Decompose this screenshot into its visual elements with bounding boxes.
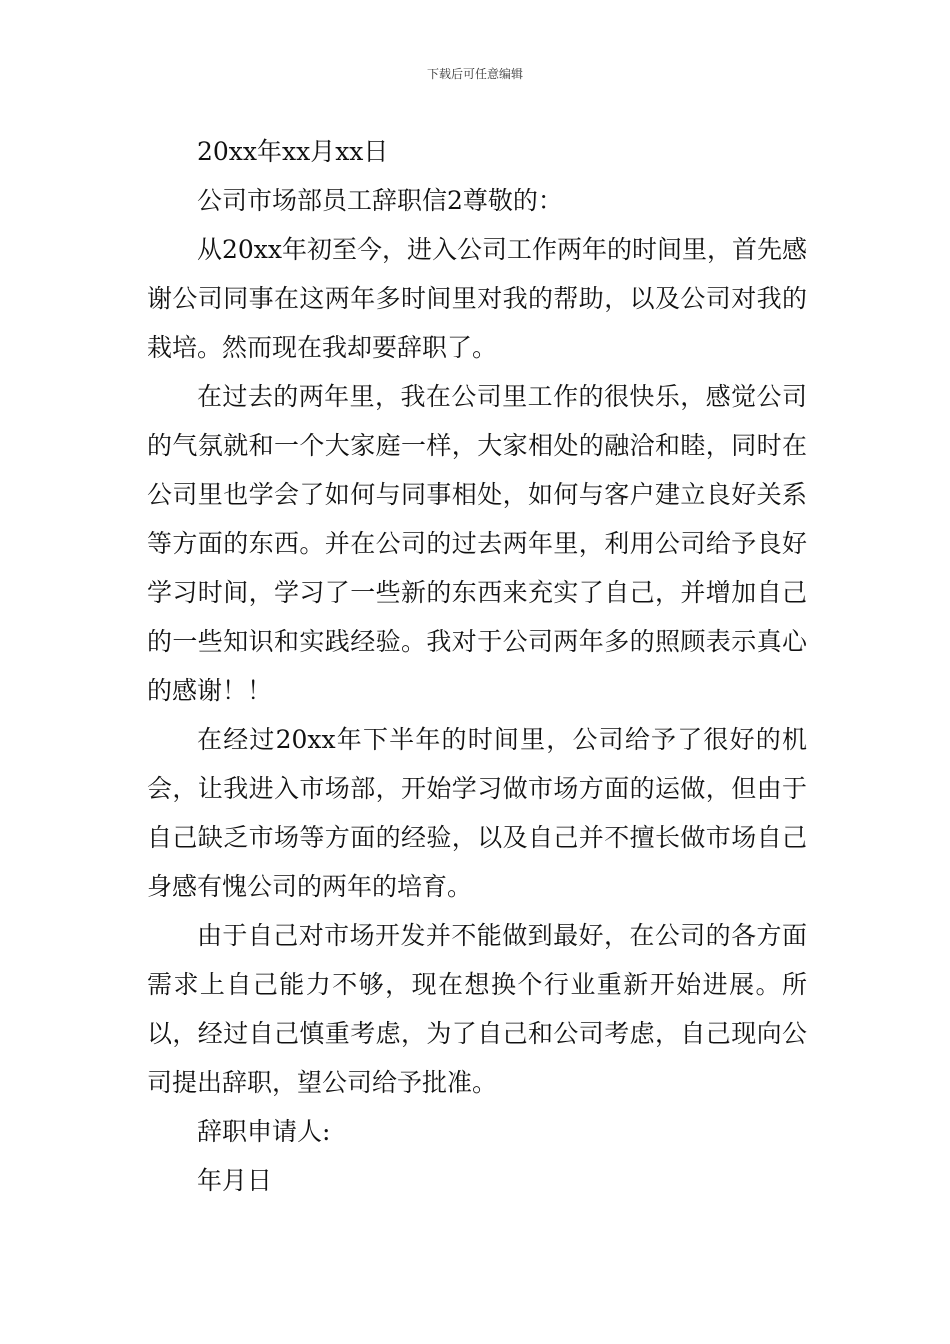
letter-paragraph: 在过去的两年里，我在公司里工作的很快乐，感觉公司的气氛就和一个大家庭一样，大家相处的融洽和睦，同时在公司里也学会了如何与同事相处，如何与客户建立良好关系等方面的东西。并在公司的过去两年里，利用公司给予良好学习时间，学习了一些新的东西来充实了自己，并增加自己的一些知识和实践经验。我对于公司两年多的照顾表示真心的感谢！！ xyxy=(147,382,807,705)
letter-body xyxy=(147,127,807,1205)
letter-paragraph: 由于自己对市场开发并不能做到最好，在公司的各方面需求上自己能力不够，现在想换个行业重新开始进展。所以，经过自己慎重考虑，为了自己和公司考虑，自己现向公司提出辞职，望公司给予批准。 xyxy=(147,921,807,1097)
letter-paragraph: 从20xx年初至今，进入公司工作两年的时间里，首先感谢公司同事在这两年多时间里对我的帮助，以及公司对我的栽培。然而现在我却要辞职了。 xyxy=(147,235,808,362)
applicant-label: 辞职申请人: xyxy=(197,1117,331,1146)
letter-paragraph: 在经过20xx年下半年的时间里，公司给予了很好的机会，让我进入市场部，开始学习做市场方面的运做，但由于自己缺乏市场等方面的经验，以及自己并不擅长做市场自己身感有愧公司的两年的培育。 xyxy=(147,725,807,901)
signature-date: 年月日 xyxy=(197,1166,273,1195)
letter-title-greeting: 公司市场部员工辞职信2尊敬的： xyxy=(197,186,563,215)
header-note: 下载后可任意编辑 xyxy=(426,67,523,81)
letter-date: 20xx年xx月xx日 xyxy=(197,137,389,166)
